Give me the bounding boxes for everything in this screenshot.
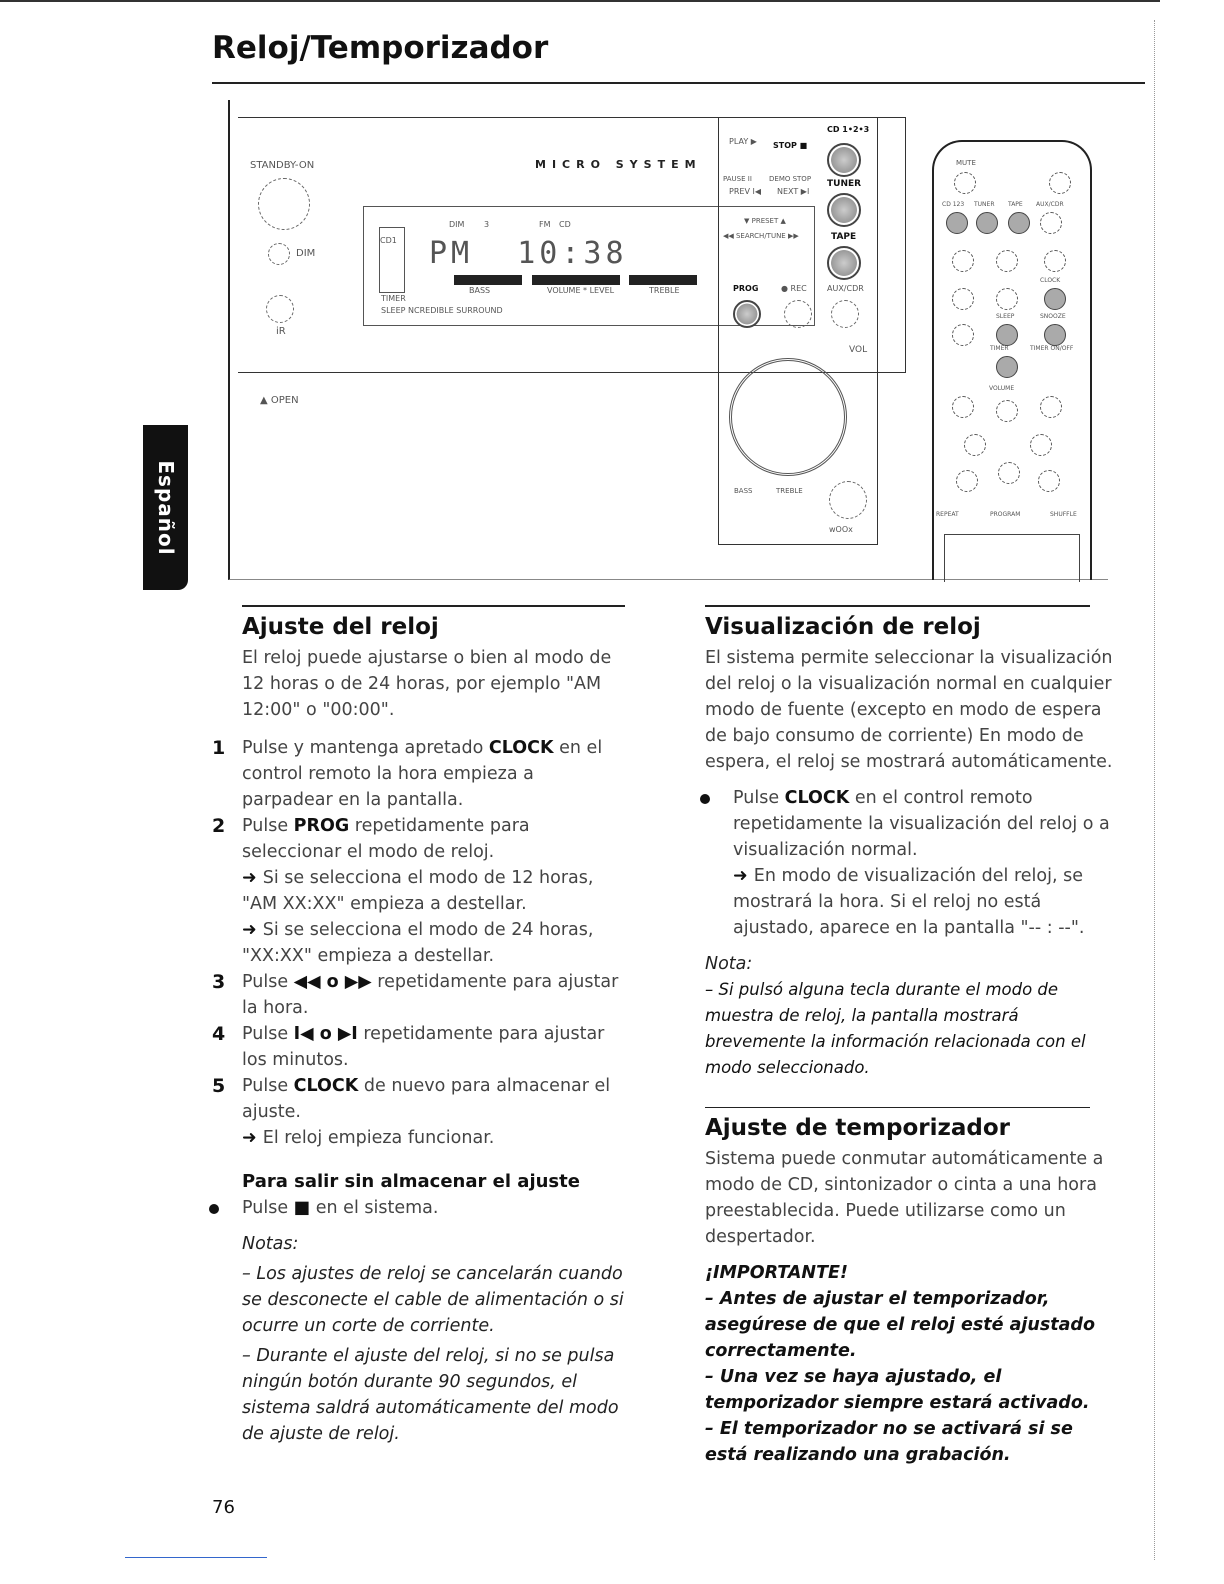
prog-button — [733, 300, 761, 328]
section-rule — [705, 605, 1090, 607]
important-3: – El temporizador no se activará si se está realizando una grabación. — [705, 1419, 1073, 1465]
page-number: 76 — [212, 1497, 235, 1518]
remote-aux-label: AUX/CDR — [1036, 201, 1064, 208]
step-5 — [212, 1073, 627, 1151]
step-text: Pulse — [242, 971, 294, 992]
remote-tuner-label: TUNER — [974, 201, 995, 208]
visualizacion-intro: El sistema permite seleccionar la visualización del reloj o la visualización normal en cualquier modo de fuente (excepto en modo de espera de bajo consumo de corriente) En modo de espera, el reloj se mostrará automáticamente. — [705, 647, 1113, 772]
brand-label: MICRO SYSTEM — [535, 158, 702, 171]
key-label: CLOCK — [293, 1075, 359, 1096]
bullet-result: ➜ En modo de visualización del reloj, se mostrará la hora. Si el reloj no está ajustado, aparece en la pantalla "-- : --". — [733, 865, 1085, 938]
volume-bar — [532, 275, 620, 285]
result-text: En modo de visualización del reloj, se mostrará la hora. Si el reloj no está ajustado, aparece en la pantalla "-- : --". — [733, 865, 1085, 938]
aux-button — [831, 300, 859, 328]
volume-knob — [729, 358, 847, 476]
wooox-button — [829, 481, 867, 519]
tuner-label: TUNER — [827, 179, 862, 189]
remote-timer-onoff-label: TIMER ON/OFF — [1030, 345, 1074, 352]
important-1: – Antes de ajustar el temporizador, asegúrese de que el reloj esté ajustado correctamente. — [705, 1289, 1095, 1361]
step-4 — [212, 1021, 627, 1073]
step-result: ➜ Si se selecciona el modo de 24 horas, "XX:XX" empieza a destellar. — [242, 919, 594, 966]
wooox-label: wOOx — [829, 525, 853, 534]
remote-control — [932, 140, 1092, 580]
prog-label: PROG — [733, 284, 759, 293]
ir-label: iR — [276, 326, 286, 337]
remote-lower-panel — [944, 534, 1080, 582]
heading-ajuste-reloj: Ajuste del reloj — [242, 613, 439, 640]
remote-program-label: PROGRAM — [990, 511, 1021, 518]
step-result: ➜ El reloj empieza funcionar. — [242, 1127, 495, 1148]
device-diagram — [228, 100, 1108, 580]
bass-label: BASS — [734, 487, 753, 495]
remote-clock-label: CLOCK — [1040, 277, 1061, 284]
key-label: I◀ o ▶I — [293, 1023, 358, 1044]
heading-visualizacion: Visualización de reloj — [705, 613, 981, 640]
note-1: – Los ajustes de reloj se cancelarán cuando se desconecte el cable de alimentación o si ocurre un corte de corriente. — [242, 1263, 624, 1336]
dim-button — [268, 243, 290, 265]
remote-repeat-label: REPEAT — [936, 511, 959, 518]
remote-sleep-label: SLEEP — [996, 313, 1015, 320]
treble-label: TREBLE — [776, 487, 803, 495]
remote-shuffle-label: SHUFFLE — [1050, 511, 1077, 518]
step-text: Pulse y mantenga apretado — [242, 737, 489, 758]
next-label: NEXT ▶I — [777, 187, 810, 196]
margin-dotted-line — [1154, 20, 1155, 1560]
open-label: ▲ OPEN — [260, 395, 299, 406]
control-panel — [718, 117, 878, 545]
lcd-dim: DIM — [449, 220, 465, 229]
step-text: Pulse — [242, 1075, 294, 1096]
stop-label: STOP ■ — [773, 141, 808, 150]
lcd-bass: BASS — [469, 286, 491, 295]
rec-label: ● REC — [781, 284, 807, 293]
step-number: 3 — [212, 970, 226, 993]
cd1-label: CD1 — [380, 236, 397, 245]
cd-tray-icon — [379, 227, 405, 293]
standby-power-button — [258, 178, 310, 230]
section-rule — [242, 605, 625, 607]
exit-heading: Para salir sin almacenar el ajuste — [242, 1170, 580, 1192]
step-number: 2 — [212, 814, 226, 837]
step-number: 5 — [212, 1074, 226, 1097]
exit-bullet — [212, 1195, 627, 1221]
stop-key: ■ — [293, 1197, 311, 1218]
step-text: repetidamente para seleccionar el modo de reloj. — [242, 815, 530, 862]
step-2 — [212, 813, 627, 969]
dim-label: DIM — [296, 248, 316, 259]
lcd-3: 3 — [484, 220, 490, 229]
remote-volume-label: VOLUME — [989, 385, 1015, 392]
step-3 — [212, 969, 627, 1021]
top-rule — [0, 0, 1160, 2]
step-number: 1 — [212, 736, 226, 759]
language-tab-label: Español — [153, 459, 178, 556]
remote-cd-label: CD 123 — [942, 201, 965, 208]
search-label: ◀◀ SEARCH/TUNE ▶▶ — [723, 232, 799, 240]
step-number: 4 — [212, 1022, 226, 1045]
bullet-text: Pulse — [242, 1197, 294, 1218]
ir-sensor — [266, 295, 294, 323]
play-label: PLAY ▶ — [729, 137, 757, 146]
lcd-timer: TIMER — [381, 294, 406, 303]
notes-label: Notas: — [242, 1233, 299, 1254]
cd-button — [827, 143, 861, 177]
treble-bar — [629, 275, 697, 285]
left-column — [212, 605, 627, 1447]
key-label: PROG — [293, 815, 350, 836]
lcd-cd: CD — [559, 220, 571, 229]
page-title: Reloj/Temporizador — [212, 30, 549, 66]
step-text: en el control remoto la hora empieza a parpadear en la pantalla. — [242, 737, 603, 810]
note-text: – Si pulsó alguna tecla durante el modo de muestra de reloj, la pantalla mostrará brevemente la información relacionada con el modo seleccionado. — [705, 979, 1086, 1077]
footer-rule — [125, 1557, 267, 1558]
remote-timer-label: TIMER — [990, 345, 1009, 352]
tape-button — [827, 246, 861, 280]
section-rule — [705, 1107, 1090, 1109]
right-column — [705, 605, 1120, 1468]
remote-mute-label: MUTE — [956, 159, 976, 167]
result-text: Si se selecciona el modo de 24 horas, "XX:XX" empieza a destellar. — [242, 919, 594, 966]
pause-label: PAUSE II — [723, 175, 752, 183]
key-label: CLOCK — [784, 787, 850, 808]
step-text: Pulse — [242, 815, 294, 836]
bullet-text: en el control remoto repetidamente la visualización del reloj o a visualización normal. — [733, 787, 1110, 860]
lcd-time: PM 10:38 — [429, 236, 628, 271]
result-text: Si se selecciona el modo de 12 horas, "AM XX:XX" empieza a destellar. — [242, 867, 594, 914]
step-result: ➜ Si se selecciona el modo de 12 horas, "AM XX:XX" empieza a destellar. — [242, 867, 594, 914]
cd123-label: CD 1•2•3 — [827, 125, 870, 134]
aux-label: AUX/CDR — [827, 284, 864, 293]
remote-tape-label: TAPE — [1008, 201, 1023, 208]
note-label: Nota: — [705, 953, 753, 974]
vol-label: VOL — [849, 345, 868, 355]
lcd-treble: TREBLE — [649, 286, 680, 295]
remote-snooze-label: SNOOZE — [1040, 313, 1066, 320]
heading-temporizador: Ajuste de temporizador — [705, 1115, 1010, 1141]
important-label: ¡IMPORTANTE! — [705, 1263, 848, 1283]
step-text: Pulse — [242, 1023, 294, 1044]
standby-label: STANDBY-ON — [250, 160, 315, 171]
lcd-surround: SLEEP NCREDIBLE SURROUND — [381, 306, 503, 315]
prev-label: PREV I◀ — [729, 187, 761, 196]
title-rule — [212, 82, 1145, 84]
important-2: – Una vez se haya ajustado, el temporizador siempre estará activado. — [705, 1367, 1090, 1413]
language-tab — [143, 425, 188, 590]
key-label: CLOCK — [488, 737, 554, 758]
step-text: repetidamente para ajustar la hora. — [242, 971, 619, 1018]
tuner-button — [827, 193, 861, 227]
step-text: de nuevo para almacenar el ajuste. — [242, 1075, 611, 1122]
lcd-fm: FM — [539, 220, 551, 229]
result-text: El reloj empieza funcionar. — [262, 1127, 495, 1148]
temporizador-intro: Sistema puede conmutar automáticamente a modo de CD, sintonizador o cinta a una hora preestablecida. Puede utilizarse como un despertador. — [705, 1149, 1104, 1247]
step-text: repetidamente para ajustar los minutos. — [242, 1023, 605, 1070]
bass-bar — [454, 275, 522, 285]
bullet-text: en el sistema. — [310, 1197, 439, 1218]
note-2: – Durante el ajuste del reloj, si no se pulsa ningún botón durante 90 segundos, el sistema saldrá automáticamente del modo de ajuste de reloj. — [242, 1345, 619, 1444]
bullet-text: Pulse — [733, 787, 785, 808]
demo-stop-label: DEMO STOP — [769, 175, 812, 183]
key-label: ◀◀ o ▶▶ — [293, 971, 372, 992]
step-1 — [212, 735, 627, 813]
preset-label: ▼ PRESET ▲ — [744, 217, 786, 225]
lcd-volume: VOLUME * LEVEL — [547, 286, 615, 295]
tape-label: TAPE — [831, 232, 857, 242]
intro-text: El reloj puede ajustarse o bien al modo de 12 horas o de 24 horas, por ejemplo "AM 12:00" o "00:00". — [242, 647, 612, 720]
rec-button — [784, 300, 812, 328]
clock-bullet — [703, 785, 1120, 941]
